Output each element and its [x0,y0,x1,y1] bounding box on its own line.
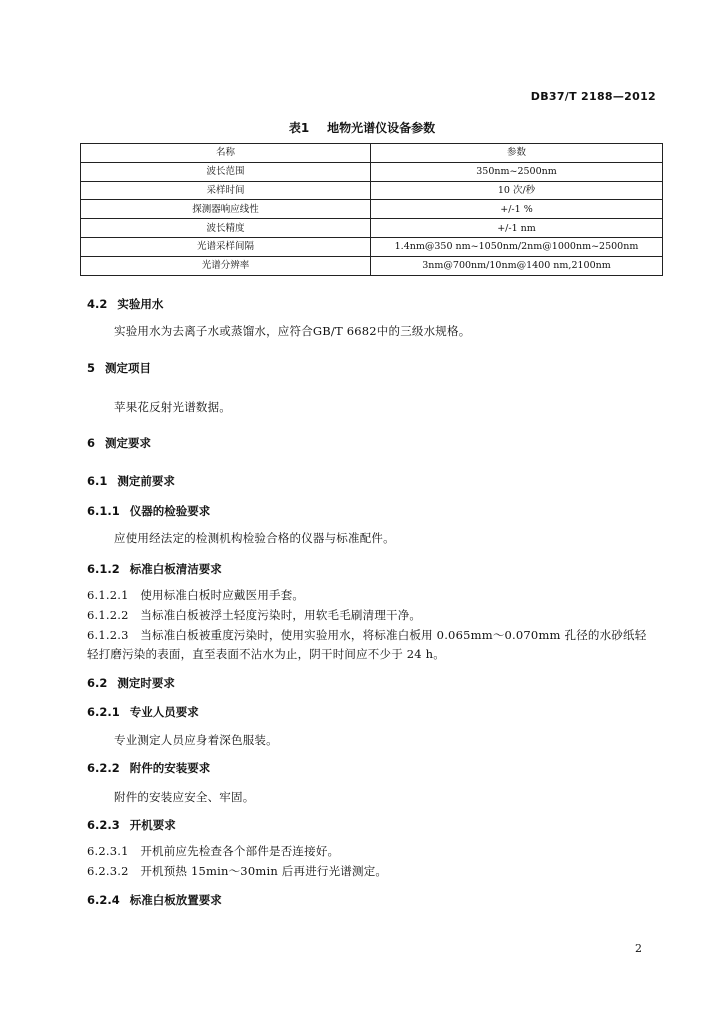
section-heading [87,561,222,577]
table-row [81,256,663,275]
parameter-table [80,143,663,276]
table-cell: 波长精度 [81,219,371,238]
section-title: 实验用水 [117,297,164,311]
section-title: 专业人员要求 [129,705,199,719]
table-cell: 350nm~2500nm [371,162,663,181]
paragraph: 苹果花反射光谱数据。 [114,400,231,414]
table-cell: 探测器响应线性 [81,200,371,219]
list-item: 6.1.2.1 使用标准白板时应戴医用手套。 [87,588,305,602]
list-item: 6.1.2.2 当标准白板被浮土轻度污染时，用软毛毛刷清理干净。 [87,608,422,622]
table-cell: 3nm@700nm/10nm@1400 nm,2100nm [371,256,663,275]
section-heading [87,704,199,720]
table-row [81,162,663,181]
section-title: 测定项目 [105,361,152,375]
section-title: 仪器的检验要求 [129,504,211,518]
table-cell: +/-1 % [371,200,663,219]
column-header-name: 名称 [81,144,371,163]
section-number: 5 [87,361,96,375]
table-number: 表1 [288,121,310,135]
paragraph: 应使用经法定的检测机构检验合格的仪器与标准配件。 [114,531,395,545]
section-title: 测定前要求 [117,474,175,488]
section-number: 6.2.2 [87,761,120,775]
section-number: 6.2.1 [87,705,120,719]
section-heading [87,760,210,776]
standard-code: DB37/T 2188—2012 [530,90,656,103]
paragraph: 专业测定人员应身着深色服装。 [114,733,278,747]
table-row [81,219,663,238]
section-title: 标准白板放置要求 [129,893,222,907]
table-row [81,181,663,200]
table-cell: 光谱采样间隔 [81,237,371,256]
table-cell: 1.4nm@350 nm~1050nm/2nm@1000nm~2500nm [371,237,663,256]
table-row [81,200,663,219]
table-cell: 波长范围 [81,162,371,181]
section-number: 6.1.2 [87,562,120,576]
table-header-row [81,144,663,163]
section-heading [87,435,151,451]
section-number: 4.2 [87,297,108,311]
section-number: 6 [87,436,96,450]
table-cell: 光谱分辨率 [81,256,371,275]
section-number: 6.1.1 [87,504,120,518]
section-number: 6.2.3 [87,818,120,832]
section-title: 测定时要求 [117,676,175,690]
table-cell: 10 次/秒 [371,181,663,200]
section-number: 6.2.4 [87,893,120,907]
section-title: 附件的安装要求 [129,761,211,775]
section-heading [87,817,176,833]
section-number: 6.2 [87,676,108,690]
list-item: 6.2.3.1 开机前应先检查各个部件是否连接好。 [87,844,340,858]
paragraph: 实验用水为去离子水或蒸馏水，应符合GB/T 6682中的三级水规格。 [114,324,471,338]
table-cell: 采样时间 [81,181,371,200]
table-cell: +/-1 nm [371,219,663,238]
table-row [81,237,663,256]
column-header-parameter: 参数 [371,144,663,163]
table-title: 地物光谱仪设备参数 [327,121,436,135]
section-title: 标准白板清洁要求 [129,562,222,576]
paragraph: 附件的安装应安全、牢固。 [114,790,255,804]
section-title: 测定要求 [105,436,152,450]
section-heading [87,296,163,312]
list-item: 6.2.3.2 开机预热 15min～30min 后再进行光谱测定。 [87,864,388,878]
list-item-continuation: 轻打磨污染的表面，直至表面不沾水为止，阴干时间应不少于 24 h。 [87,647,445,661]
section-number: 6.1 [87,474,108,488]
section-heading [87,503,210,519]
section-heading [87,675,175,691]
table-caption [0,119,724,136]
section-title: 开机要求 [129,818,176,832]
section-heading [87,892,222,908]
section-heading [87,360,151,376]
list-item: 6.1.2.3 当标准白板被重度污染时，使用实验用水，将标准白板用 0.065mm～0.070mm 孔径的水砂纸轻 [87,628,647,642]
section-heading [87,473,175,489]
page-number: 2 [635,942,642,955]
